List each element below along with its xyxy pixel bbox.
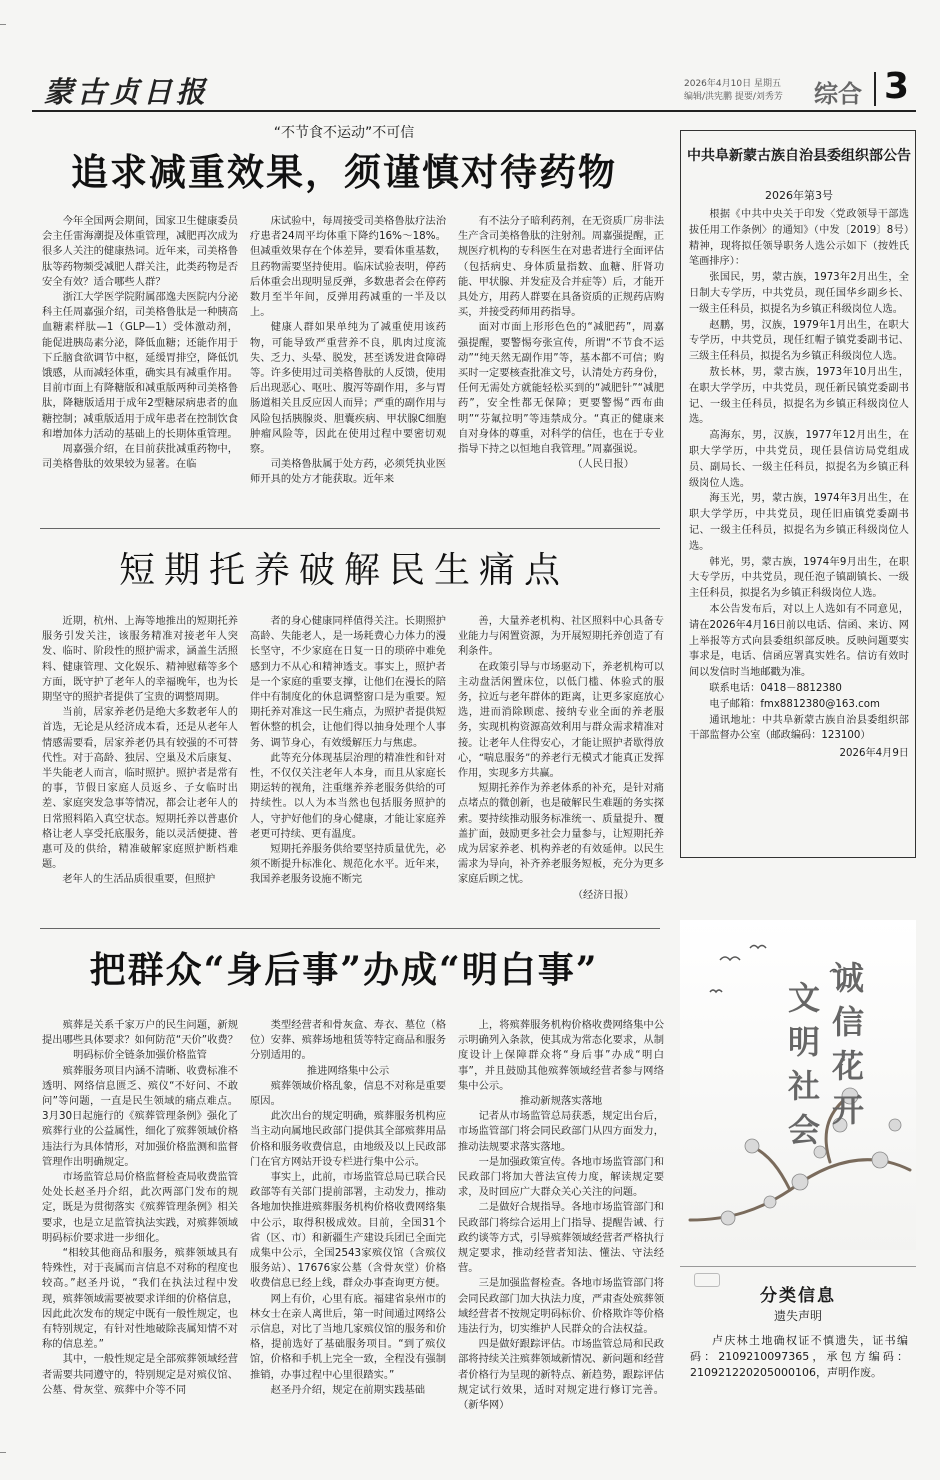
paragraph: 殡葬是关系千家万户的民生问题，新规提出哪些具体要求？如何防范“天价”收费？ [42,1019,238,1047]
paragraph: 事实上，此前，市场监管总局已联合民政部等有关部门提前部署，主动发力，推动各地加快推进殡葬服务机构价格收费网络集中公示，取得积极成效。目前，全国31个省（区、市）和新疆生产建设兵团已全面完成集中公示，全国2543家殡仪馆（含殡仪服务站）、17676家公墓（含骨灰堂）价格收费信息已经上线，群众办事查询更方便。 [250,1171,446,1290]
paragraph: 殡葬领域价格乱象，信息不对称是重要原因。 [250,1079,446,1108]
paragraph: 记者从市场监管总局获悉，规定出台后，市场监管部门将会同民政部门从四方面发力，推动法规要求落实落地。 [458,1110,664,1153]
article1-column-3 [458,214,664,520]
issue-date: 2026年4月10日 星期五 [684,79,781,89]
paragraph: 其中，一般性规定是全部殡葬领域经营者需要共同遵守的，特别规定是对殡仪馆、公墓、骨灰堂、殡葬中介等不同 [42,1353,238,1396]
article3-column-2 [250,1018,446,1446]
paragraph: 一是加强政策宣传。各地市场监管部门和民政部门将加大普法宣传力度，解读规定要求，及时回应广大群众关心关注的问题。 [458,1155,664,1199]
paragraph: 此等充分体现基层治理的精准性和针对性，不仅仅关注老年人本身，而且从家庭长期运转的视角，注重继养养老服务供给的可持续性。以人为本当然也包括服务照护的人，守护好他们的身心健康，才能让家庭养老更可持续、更有温度。 [250,752,446,840]
paragraph: 网上有价，心里有底。福建省泉州市的林女士在亲人离世后，第一时间通过网络公示信息，对比了当地几家殡仪馆的服务和价格，提前选好了基础服务项目。“到了殡仪馆，价格和手机上完全一致，全程没有强制推销，办事过程中心里很踏实。” [250,1292,446,1381]
notice-body [689,207,909,762]
crop-mark [0,1452,6,1453]
paragraph: 韩光，男，蒙古族，1974年9月出生，在职大专学历，中共党员，现任泡子镇副镇长、一级主任科员，拟提名为乡镇正科级岗位人选。 [689,556,909,600]
page-number: 3 [884,66,910,107]
notice-title: 中共阜新蒙古族自治县委组织部公告 [687,148,911,164]
birds-icon [710,946,846,993]
paragraph: “相较其他商品和服务，殡葬领域具有特殊性，对于丧属而言信息不对称的程度也较高。”赵圣丹说，“我们在执法过程中发现，殡葬领域需要被要求详细的价格信息，因此此次发布的规定中既有一般性规定，也有特别规定，有针对性地破除丧属知情不对称的信息差。” [42,1247,238,1351]
paragraph: 者的身心健康同样值得关注。长期照护高龄、失能老人，是一场耗费心力体力的漫长坚守，不少家庭在日复一日的琐碎中难免感到力不从心和精神透支。事实上，照护者是一个家庭的重要支撑，让他们在漫长的陪伴中有制度化的休息调整窗口是为重要。短期托养对准这一民生痛点，为照护者提供短暂休整的机会，让他们得以抽身处理个人事务、调节身心，有效缓解压力与焦虑。 [250,616,446,749]
article2-title: 短期托养破解民生痛点 [118,550,569,591]
article2-column-3 [458,614,664,920]
paragraph: 健康人群如果单纯为了减重使用该药物，可能导致严重营养不良，肌肉过度流失、乏力、头晕、脱发，甚至诱发进食障碍等。许多使用过司美格鲁肽的人反馈，使用后出现恶心、呕吐、腹泻等副作用，多与胃肠道相关且反应因人而异；严重的副作用与风险包括胰腺炎、胆囊疾病、甲状腺C细胞肿瘤风险等，因此在使用过程中要密切观察。 [250,321,446,456]
slogan-left: 文明社会 [787,979,820,1149]
article2-source: （经济日报） [572,889,634,901]
paragraph: 司美格鲁肽属于处方药，必须凭执业医师开具的处方才能获取。近年来 [250,458,446,486]
paragraph: 海玉光，男，蒙古族，1974年3月出生，在职大学学历，中共党员，现任旧庙镇党委副书记、一级主任科员，拟提名为乡镇正科级岗位人选。 [689,493,909,552]
editor-credits: 编辑/洪宪鹏 提要/刘秀芳 [684,92,783,102]
paragraph: 张国民，男，蒙古族，1973年2月出生，全日制大专学历，中共党员，现任国华乡副乡长、一级主任科员，拟提名为乡镇正科级岗位人选。 [689,272,909,315]
paragraph: 本公告发布后，对以上人选如有不同意见，请在2026年4月16日前以电话、信函、来访、网上举报等方式向县委组织部反映。反映问题要实事求是，电话、信函应署真实姓名。信访有效时间以发信时当地邮戳为准。 [689,603,909,679]
article1-source: （人民日报） [572,458,634,471]
paragraph: 三是加强监督检查。各地市场监管部门将会同民政部门加大执法力度，严肃查处殡葬领域经营者不按规定明码标价、价格欺诈等价格违法行为，切实维护人民群众的合法权益。 [458,1277,664,1336]
notice-number: 2026年第3号 [765,189,833,202]
issue-meta [684,78,783,104]
subheading: 推进网络集中公示 [306,1064,390,1077]
article3-title: 把群众“身后事”办成“明白事” [89,949,599,991]
contact-phone: 联系电话：0418－8812380 [709,682,842,694]
official-notice [680,130,916,858]
article1-kicker: “不节食不运动”不可信 [273,125,415,141]
paragraph: 赵圣丹介绍，规定在前期实践基础 [270,1383,426,1396]
classified-subtitle: 遗失声明 [773,1309,822,1323]
masthead-divider [874,72,876,106]
masthead [32,60,916,110]
paragraph: 根据《中共中央关于印发〈党政领导干部选拔任用工作条例〉的通知》（中发〔2019〕8号）精神，现将拟任领导职务人选公示如下（按姓氏笔画排序）： [689,209,909,268]
article2-column-1 [42,614,238,920]
paragraph: 床试验中，每周接受司美格鲁肽疗法治疗患者24周平均体重下降约16%～18%。但减重效果存在个体差异，要看体重基数，且药物需要坚持使用。临床试验表明，停药后体重会出现明显反弹，多数患者会在停药数月至半年间，反弹用药减重的一半及以上。 [250,215,446,319]
contact-address: 通讯地址：中共阜新蒙古族自治县委组织部干部监督办公室（邮政编码：123100） [689,714,909,742]
classified-title: 分类信息 [760,1286,836,1306]
paragraph: 浙江大学医学院附属邵逸夫医院内分泌科主任周嘉强介绍，司美格鲁肽是一种胰高血糖素样肽—1（GLP—1）受体激动剂，能促进胰岛素分泌，降低血糖；还能作用于下丘脑食欲调节中枢，延缓胃排空，降低饥饿感，从而减轻体重，确实具有减重作用。目前市面上有降糖版和减重版两种司美格鲁肽，降糖版适用于成年2型糖尿病患者的血糖控制；减重版适用于成年患者在控制饮食和增加体力活动的基础上的长期体重管理。 [42,291,238,440]
paragraph: 近期，杭州、上海等地推出的短期托养服务引发关注，该服务精准对接老年人突发、临时、阶段性的照护需求，涵盖生活照料、健康管理、文化娱乐、精神慰藉等多个方面，既守护了老年人的幸福晚年，也为长期坚守的照护者提供了宝贵的调整周期。 [42,616,238,704]
article3-column-1 [42,1018,238,1446]
crop-mark [0,24,6,25]
section-name: 综合 [814,80,862,108]
paragraph: 老年人的生活品质很重要，但照护 [62,874,216,886]
subheading: 明码标价全链条加强价格监管 [73,1049,207,1062]
paragraph: 二是做好合规指导。各地市场监管部门和民政部门将综合运用上门指导、提醒告诫、行政约谈等方式，引导殡葬领域经营者严格执行规定要求，推动经营者知法、懂法、守法经营。 [458,1201,664,1275]
paragraph: 当前，居家养老仍是绝大多数老年人的首选，无论是从经济成本看，还是从老年人情感需要看，居家养老仍具有较强的不可替代性。对于高龄、独居、空巢及术后康复、半失能老人而言，临时照护。照护者是常有的事，节假日家庭人员返乡、子女临时出差、家庭突发急事等情况，都会让老年人的日常照料陷入真空状态。短期托养以普惠价格让老人享受托底服务，能以灵活便捷、普惠可及的供给，精准破解家庭照护断档难题。 [42,707,238,871]
public-service-ad [680,920,916,1250]
masthead-rule [32,110,916,112]
paragraph: 高海东，男，汉族，1977年12月出生，在职大学学历，中共党员，现任县信访局党组成员、副局长、一级主任科员，拟提名为乡镇正科级岗位人选。 [689,430,909,489]
newspaper-logo: 蒙古贞日报 [44,75,210,109]
paragraph: 短期托养服务供给要坚持质量优先，必须不断提升标准化、规范化水平。近年来，我国养老服务设施不断完 [250,844,446,886]
paragraph: 市场监管总局价格监督检查局收费监管处处长赵圣丹介绍，此次两部门发布的规定，既是为贯彻落实《殡葬管理条例》相关要求，也是立足监管执法实践，对殡葬领域明码标价要求进一步细化。 [42,1171,238,1244]
classified-ads [680,1266,916,1446]
notice-date: 2026年4月9日 [839,748,909,760]
paragraph: 赵鹏，男，汉族，1979年1月出生，在职大专学历，中共党员，现任红帽子镇党委副书记、三级主任科员，拟提名为乡镇正科级岗位人选。 [689,319,909,363]
paragraph: 殡葬服务项目内涵不清晰、收费标准不透明、网络信息匮乏、殡仪“不好问、不敢问”等问题，一直是民生领域的痛点难点。3月30日起施行的《殡葬管理条例》强化了殡葬行业的公益属性，细化了殡葬领域价格违法行为具体情形，对加强价格监测和监督管理作出明确规定。 [42,1064,238,1168]
paragraph: 有不法分子暗利药剂，在无资质厂房非法生产含司美格鲁肽的注射剂。周嘉强提醒，正规医疗机构的专科医生在对患者进行全面评估（包括病史、身体质量指数、血糖、肝肾功能、甲状腺、并发症及合并症等）后，才能开具处方，用药人群要在具备资质的正规药店购买，并接受药师用药指导。 [458,215,664,319]
paragraph: 今年全国两会期间，国家卫生健康委员会主任雷海潮提及体重管理，减肥再次成为很多人关注的健康热词。近年来，司美格鲁肽等药物频受减肥人群关注，此类药物是否安全有效？适合哪些人群？ [42,215,238,288]
paragraph: 敖长林，男，蒙古族，1973年10月出生，在职大学学历，中共党员，现任新民镇党委副书记、一级主任科员，拟提名为乡镇正科级岗位人选。 [689,366,909,426]
classified-body: 卢庆林土地确权证不慎遗失，证书编码：2109210097365，承包方编码：210921220205000106，声明作废。 [690,1334,908,1379]
subheading: 推动新规落实落地 [519,1095,603,1108]
slogan-right: 诚信花开 [831,959,864,1129]
article3-column-3 [458,1018,664,1446]
paragraph: 类型经营者和骨灰盒、寿衣、墓位（格位）安葬、殡葬场地租赁等特定商品和服务分别适用的。 [250,1019,446,1062]
paragraph: 善，大量养老机构、社区照料中心具备专业能力与闲置资源，为开展短期托养创造了有利条件。 [458,616,664,658]
paragraph: 在政策引导与市场驱动下，养老机构可以主动盘活闲置床位，以低门槛、体验式的服务，拉近与老年群体的距离，让更多家庭放心选，进而消除顾虑、接纳专业全面的养老服务，实现机构资源高效利用与群众需求精准对接。让老年人住得安心，才能让照护者歇得放心，“喘息服务”的养老行无模式才能真正发挥作用，实现多方共赢。 [458,661,664,780]
article1-title: 追求减重效果，须谨慎对待药物 [71,150,617,194]
contact-email: 电子邮箱：fmx8812380@163.com [709,698,880,710]
article1-column-2 [250,214,446,520]
article-divider [40,528,660,529]
article1-column-1 [42,214,238,520]
paragraph: 面对市面上形形色色的“减肥药”，周嘉强提醒，要警惕夸张宣传，所谓“不节食不运动”“纯天然无副作用”等，基本都不可信；购买时一定要核查批准文号，认清处方药身份，任何无需处方就能轻松买到的“减肥针”“减肥药”，安全性都无保障；更要警惕“西布曲明”“芬氟拉明”等违禁成分。“真正的健康来自对身体的尊重，对科学的信任，也在于专业指导下持之以恒地自我管理。”周嘉强说。 [458,321,664,456]
paragraph: 四是做好跟踪评估。市场监管总局和民政部将持续关注殡葬领域新情况、新问题和经营者价格行为呈现的新特点、新趋势，跟踪评估规定试行效果，适时对规定进行修订完善。（新华网） [458,1338,664,1412]
paragraph: 此次出台的规定明确，殡葬服务机构应当主动向属地民政部门提供其全部殡葬用品价格和服务收费信息，由地级及以上民政部门在官方网站开设专栏进行集中公示。 [250,1110,446,1168]
paragraph: 上，将殡葬服务机构价格收费网络集中公示明确列入条款，使其成为常态化要求，从制度设计上保障群众将“身后事”办成“明白事”，并且鼓励其他殡葬领域经营者参与网络集中公示。 [458,1019,664,1092]
article-divider [40,928,660,929]
paragraph: 短期托养作为养老体系的补充，是针对痛点堵点的微创新，也是破解民生难题的务实探索。要持续推动服务标准统一、质量提升、覆盖扩面，鼓励更多社会力量参与，让短期托养成为居家养老、机构养老的有效延伸。以民生需求为导向，补齐养老服务短板，充分为更多家庭后顾之忧。 [458,783,664,886]
article2-column-2 [250,614,446,920]
paragraph: 周嘉强介绍，在目前获批减重药物中，司美格鲁肽的效果较为显著。在临 [42,443,238,471]
